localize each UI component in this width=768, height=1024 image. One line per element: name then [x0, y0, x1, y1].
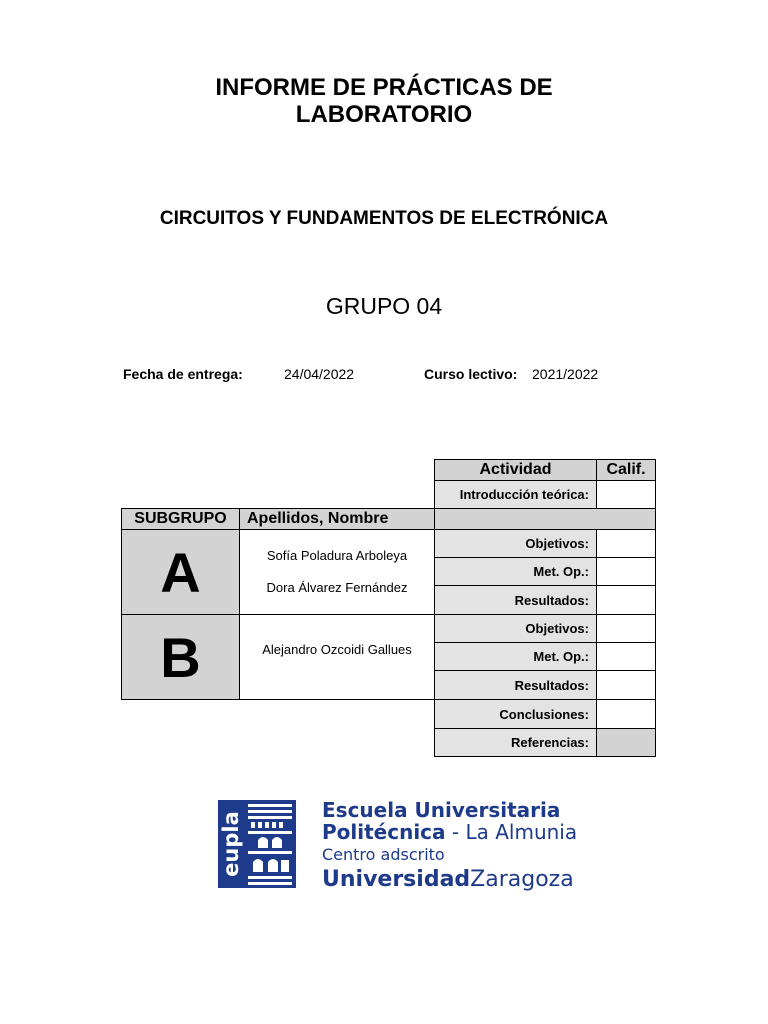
- logo-line2-rest: - La Almunia: [445, 820, 578, 844]
- grade-header-text: Calif.: [606, 461, 646, 478]
- eupla-logo-mark: [218, 800, 296, 888]
- names-header-text: Apellidos, Nombre: [247, 510, 389, 527]
- course-year-label: Curso lectivo:: [424, 366, 518, 382]
- activity-header-text: Actividad: [479, 461, 552, 478]
- conclusions-label: [434, 699, 597, 729]
- subgroup-a-letter: [121, 529, 240, 615]
- subgroup-header: [121, 508, 240, 530]
- logo-line3: Centro adscrito: [322, 845, 445, 864]
- subgroup-header-text: SUBGRUPO: [134, 510, 227, 527]
- row-label: Referencias:: [510, 735, 589, 750]
- activity-header: [434, 459, 597, 481]
- grade-header: [596, 459, 656, 481]
- subgroup-b-letter: [121, 614, 240, 700]
- header-filler: [434, 508, 656, 530]
- b-results-label: [434, 670, 597, 700]
- member-name: Sofía Poladura Arboleya: [266, 548, 408, 563]
- report-title-line1: INFORME DE PRÁCTICAS DE: [215, 74, 553, 101]
- b-methods-grade[interactable]: [596, 642, 656, 671]
- logo-line1: Escuela Universitaria: [322, 798, 561, 822]
- delivery-date-value: 24/04/2022: [284, 366, 355, 382]
- b-objectives-grade[interactable]: [596, 614, 656, 643]
- logo-line2: [322, 820, 577, 844]
- b-results-grade[interactable]: [596, 670, 656, 700]
- row-label: Resultados:: [514, 677, 589, 693]
- intro-grade-cell[interactable]: [596, 480, 656, 509]
- row-label: Met. Op.:: [533, 564, 589, 579]
- course-subject: CIRCUITOS Y FUNDAMENTOS DE ELECTRÓNICA: [159, 208, 609, 229]
- logo-line2-bold: Politécnica: [322, 820, 446, 844]
- eupla-mark-text: eupla: [219, 811, 243, 877]
- row-label: Objetivos:: [525, 536, 589, 551]
- subgroup-a-members: [239, 529, 435, 615]
- logo-line4-bold: Universidad: [322, 867, 471, 892]
- intro-label-cell: [434, 480, 597, 509]
- member-name: Alejandro Ozcoidi Gallues: [262, 642, 412, 657]
- row-label: Met. Op.:: [533, 649, 589, 664]
- a-objectives-label: [434, 529, 597, 558]
- b-methods-label: [434, 642, 597, 671]
- names-header: [239, 508, 435, 530]
- group-number: GRUPO 04: [325, 293, 443, 319]
- references-label: [434, 728, 597, 757]
- report-title-line2: LABORATORIO: [295, 101, 473, 128]
- row-label: Conclusiones:: [499, 706, 589, 722]
- subgroup-a-letter-text: A: [160, 540, 201, 604]
- a-results-grade[interactable]: [596, 585, 656, 615]
- conclusions-grade[interactable]: [596, 699, 656, 729]
- logo-line4: [322, 866, 574, 893]
- course-year-value: 2021/2022: [532, 366, 599, 382]
- logo-line4-rest: Zaragoza: [470, 867, 574, 892]
- subgroup-b-members: [239, 614, 435, 700]
- delivery-date-label: Fecha de entrega:: [123, 366, 243, 382]
- a-objectives-grade[interactable]: [596, 529, 656, 558]
- subgroup-b-letter-text: B: [160, 625, 201, 689]
- b-objectives-label: [434, 614, 597, 643]
- row-label: Objetivos:: [525, 621, 589, 636]
- row-label: Resultados:: [514, 592, 589, 608]
- a-methods-grade[interactable]: [596, 557, 656, 586]
- a-methods-label: [434, 557, 597, 586]
- a-results-label: [434, 585, 597, 615]
- member-name: Dora Álvarez Fernández: [266, 580, 408, 595]
- intro-label: Introducción teórica:: [459, 487, 589, 502]
- report-title: [0, 74, 768, 128]
- references-grade: [596, 728, 656, 757]
